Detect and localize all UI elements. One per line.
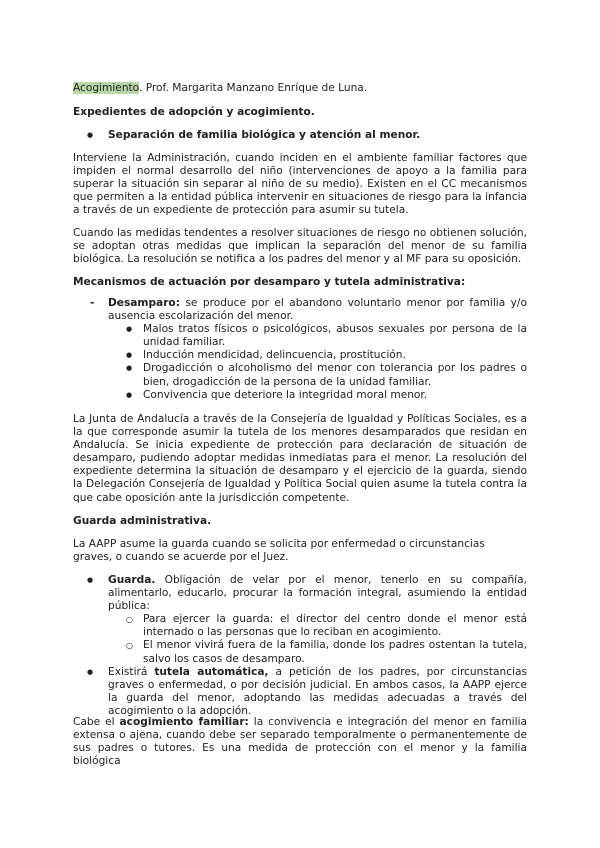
list-item-induccion: ● Inducción mendicidad, delincuencia, prostitución.	[73, 349, 527, 362]
term-guarda: Guarda.	[108, 574, 156, 586]
paragraph-interviene: Interviene la Administración, cuando inciden en el ambiente familiar factores que impiden el normal desarrollo del niño (intervenciones de apoyo a la familia para superar la situación sin separar al niño de su medio). Existen en el CC mecanismos que permiten a la entidad pública intervenir en situaciones de riesgo para la infancia a través de un expediente de protección para asumir su tutela.	[73, 152, 527, 217]
document-title-line	[73, 82, 527, 95]
heading-expedientes: Expedientes de adopción y acogimiento.	[73, 106, 315, 118]
highlighted-word: Acogimiento	[73, 82, 139, 94]
bullet-list-separacion	[73, 129, 527, 142]
paragraph-cuando: Cuando las medidas tendentes a resolver situaciones de riesgo no obtienen solución, se adoptan otras medidas que implican la separación del menor de su familia biológica. La resolución se notifica a los padres del menor y al MF para su oposición.	[73, 227, 527, 266]
list-item-tutela-automatica	[73, 666, 527, 718]
list-guarda	[73, 574, 527, 718]
list-item-ejercer-guarda: ○ Para ejercer la guarda: el director del centro donde el menor está internado o las personas que lo reciban en acogimiento.	[73, 613, 527, 639]
term-tutela-automatica: tutela automática,	[154, 665, 269, 678]
desamparo-text: se produce por el abandono voluntario menor por familia y/o ausencia escolarización del menor.	[108, 297, 527, 323]
paragraph-aapp: La AAPP asume la guarda cuando se solicita por enfermedad o circunstancias graves, o cuando se acuerde por el Juez.	[73, 538, 485, 564]
tutela-text: a petición de los padres, por circunstancias graves o enfermedad, o por decisión judicial. En ambos casos, la AAPP ejerce la guarda del menor, adoptando las medidas adecuadas a través del acogimiento o la adopción.	[108, 665, 527, 717]
paragraph-junta: La Junta de Andalucía a través de la Consejería de Igualdad y Políticas Sociales, es a la que corresponde asumir la tutela de los menores desamparados que residan en Andalucía. Se inicia expediente de protección para declaración de situación de desamparo, pudiendo adoptar medidas inmediatas para el menor. La resolución del expediente determina la situación de desamparo y el ejercicio de la guarda, siendo la Delegación Consejería de Igualdad y Política Social quien asume la tutela contra la que cabe oposición ante la jurisdicción competente.	[73, 413, 527, 504]
heading-mecanismos: Mecanismos de actuación por desamparo y tutela administrativa:	[73, 276, 466, 288]
cabe-prefix: Cabe el	[73, 716, 120, 728]
list-desamparo	[73, 297, 527, 402]
list-item-guarda	[73, 574, 527, 613]
term-desamparo: Desamparo:	[108, 297, 180, 309]
author-line: . Prof. Margarita Manzano Enríque de Luna.	[138, 82, 368, 94]
heading-guarda: Guarda administrativa.	[73, 515, 212, 527]
list-item-malos-tratos: ● Malos tratos físicos o psicológicos, abusos sexuales por persona de la unidad familiar.	[73, 323, 527, 349]
guarda-text: Obligación de velar por el menor, tenerlo en su compañía, alimentarlo, educarlo, procurar la formación integral, asumiendo la entidad pública:	[108, 574, 527, 613]
list-item-drogadiccion: ● Drogadicción o alcoholismo del menor con tolerancia por los padres o bien, drogadicción de la persona de la unidad familiar.	[73, 362, 527, 388]
list-item-menor-fuera: ○ El menor vivirá fuera de la familia, donde los padres ostentan la tutela, salvo los casos de desamparo.	[73, 639, 527, 665]
term-acogimiento-familiar: acogimiento familiar:	[119, 716, 249, 728]
tutela-prefix: Existirá	[108, 665, 155, 678]
bullet-separacion: ● Separación de familia biológica y atención al menor.	[73, 129, 527, 142]
cabe-text: la convivencia e integración del menor en familia extensa o ajena, cuando debe ser separado temporalmente o permanentemente de sus padres o tutores. Es una medida de protección con el menor y la familia biológica	[73, 716, 527, 768]
paragraph-acogimiento-familiar	[73, 716, 527, 768]
list-item-convivencia: ● Convivencia que deteriore la integridad moral menor.	[73, 389, 527, 402]
list-item-desamparo	[73, 297, 527, 323]
